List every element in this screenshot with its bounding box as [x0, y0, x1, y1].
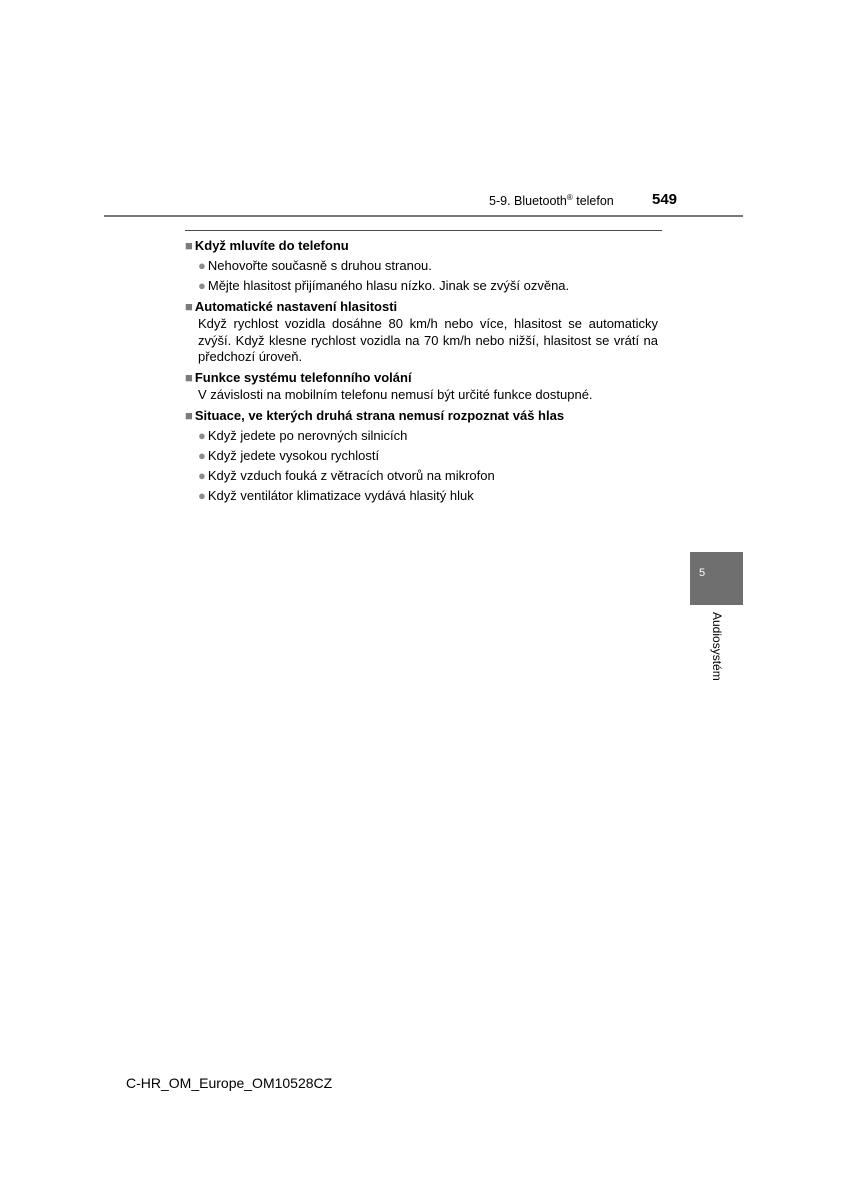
square-bullet-icon: ■ [185, 369, 193, 385]
list-item [185, 278, 658, 295]
chapter-tab [690, 552, 743, 605]
page-content [185, 236, 658, 504]
list-item-text: Když jedete vysokou rychlostí [207, 447, 380, 463]
list-item [185, 488, 658, 505]
section-heading [185, 238, 658, 255]
list-item [185, 448, 658, 465]
round-bullet-icon: ● [198, 487, 206, 503]
list-item-text: Mějte hlasitost přijímaného hlasu nízko. Jinak se zvýší ozvěna. [207, 278, 570, 293]
section-paragraph: Když rychlost vozidla dosáhne 80 km/h nebo více, hlasitost se automaticky zvýší. Když klesne rychlost vozidla na 70 km/h nebo nižší, hlasitost se vrátí na předchozí úroveň. [198, 316, 658, 364]
list-item-text: Když vzduch fouká z větracích otvorů na mikrofon [207, 467, 495, 483]
page-number: 549 [652, 191, 678, 208]
square-bullet-icon: ■ [185, 407, 193, 423]
section-heading [185, 370, 658, 387]
section-title [489, 193, 614, 208]
section-paragraph: V závislosti na mobilním telefonu nemusí být určité funkce dostupné. [198, 387, 593, 402]
registered-mark: ® [566, 193, 573, 202]
section-heading-text: Funkce systému telefonního volání [194, 369, 412, 385]
square-bullet-icon: ■ [185, 238, 193, 253]
header-divider [104, 215, 743, 217]
section-heading [185, 299, 658, 316]
chapter-tab-number: 5 [699, 567, 706, 579]
list-item-text: Když jedete po nerovných silnicích [207, 427, 408, 443]
section-title-prefix: 5-9. Bluetooth [489, 194, 567, 208]
section-heading-text: Automatické nastavení hlasitosti [194, 298, 398, 314]
round-bullet-icon: ● [198, 258, 206, 273]
section-heading [185, 408, 658, 425]
list-item-text: Když ventilátor klimatizace vydává hlasitý hluk [207, 487, 474, 503]
section-title-suffix: telefon [572, 194, 614, 208]
list-item [185, 258, 658, 275]
round-bullet-icon: ● [198, 447, 206, 463]
round-bullet-icon: ● [198, 467, 206, 483]
list-item-text: Nehovořte současně s druhou stranou. [207, 258, 432, 273]
document-code: C-HR_OM_Europe_OM10528CZ [126, 1075, 333, 1091]
square-bullet-icon: ■ [185, 298, 193, 314]
list-item [185, 428, 658, 445]
chapter-side-label: Audiosystém [710, 612, 724, 681]
content-divider [185, 230, 662, 231]
section-heading-text: Situace, ve kterých druhá strana nemusí rozpoznat váš hlas [194, 407, 565, 423]
round-bullet-icon: ● [198, 278, 206, 293]
section-heading-text: Když mluvíte do telefonu [194, 238, 349, 253]
round-bullet-icon: ● [198, 427, 206, 443]
list-item [185, 468, 658, 485]
